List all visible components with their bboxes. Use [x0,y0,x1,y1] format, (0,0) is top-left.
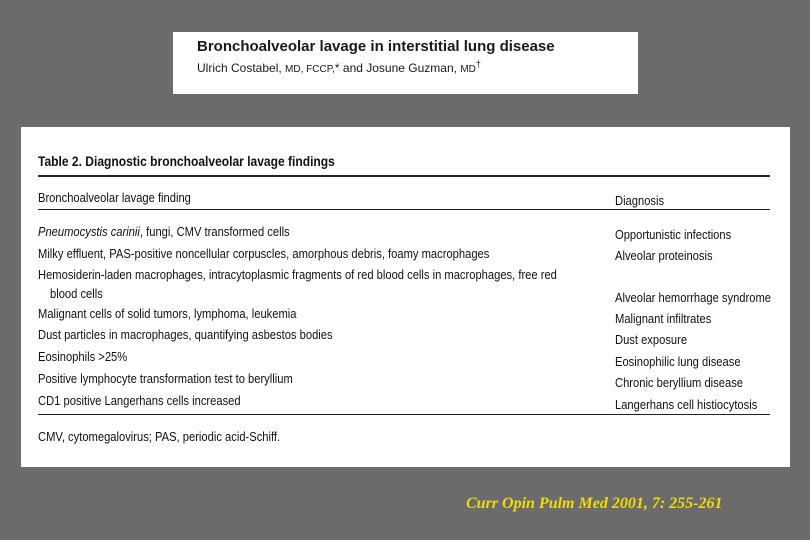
table-row-finding: Pneumocystis carinii, fungi, CMV transformed cells [38,224,290,239]
table-row-diagnosis: Alveolar proteinosis [615,248,713,263]
table-row-diagnosis: Alveolar hemorrhage syndrome [615,290,771,305]
table-row-finding: Milky effluent, PAS-positive noncellular corpuscles, amorphous debris, foamy macrophages [38,246,490,261]
table-row-diagnosis: Opportunistic infections [615,227,732,242]
table-row-finding: Eosinophils >25% [38,349,128,364]
author2-degrees: MD [460,64,476,75]
table-row-diagnosis: Dust exposure [615,332,688,347]
author1-name: Ulrich Costabel, [197,61,282,75]
source-citation: Curr Opin Pulm Med 2001, 7: 255-261 [466,495,723,512]
table-row-finding: blood cells [50,286,103,301]
column-header-diagnosis: Diagnosis [615,193,665,208]
table-card [21,127,790,467]
article-authors [197,59,638,75]
author-conjunction: and Josune Guzman, [342,61,457,75]
table-row-finding: Malignant cells of solid tumors, lymphoma, leukemia [38,306,297,321]
table-caption: Table 2. Diagnostic bronchoalveolar lavage findings [38,153,335,169]
table-row-finding: Positive lymphocyte transformation test to beryllium [38,371,293,386]
table-top-rule [38,175,770,177]
author2-mark: † [475,59,481,69]
table-row-diagnosis: Langerhans cell histiocytosis [615,397,758,412]
column-header-finding: Bronchoalveolar lavage finding [38,190,191,205]
table-row-finding: Dust particles in macrophages, quantifying asbestos bodies [38,327,333,342]
article-header [173,32,638,94]
table-footnote: CMV, cytomegalovirus; PAS, periodic acid-Schiff. [38,429,281,444]
author1-degrees: MD, FCCP, [285,64,335,75]
table-row-finding: CD1 positive Langerhans cells increased [38,393,241,408]
author1-mark: * [334,61,340,75]
table-row-diagnosis: Eosinophilic lung disease [615,354,741,369]
table-row-diagnosis: Chronic beryllium disease [615,375,744,390]
table-bottom-rule [38,414,770,415]
table-row-finding: Hemosiderin-laden macrophages, intracytoplasmic fragments of red blood cells in macrophages, free red [38,267,557,282]
table-header-rule [38,209,770,210]
table-row-diagnosis: Malignant infiltrates [615,311,712,326]
article-title: Bronchoalveolar lavage in interstitial lung disease [197,38,555,55]
